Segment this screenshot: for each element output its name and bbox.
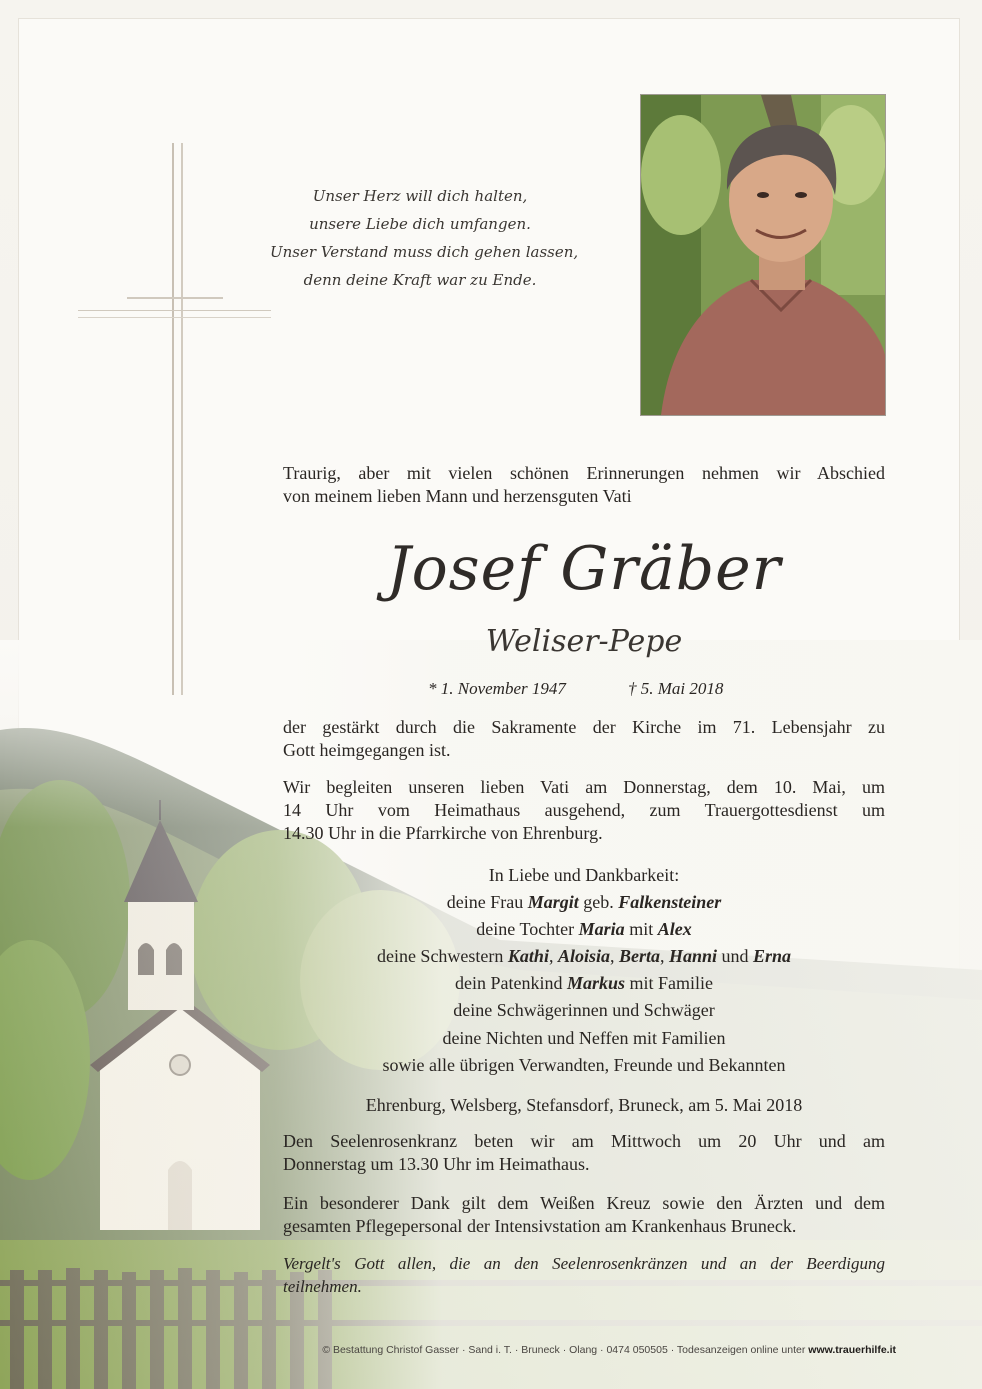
intro-line: Traurig, aber mit vielen schönen Erinnerungen nehmen wir Abschied (283, 463, 885, 483)
birth-date: * 1. November 1947 (428, 679, 566, 698)
mourners-heading: In Liebe und Dankbarkeit: (488, 865, 680, 885)
footer (0, 1344, 896, 1356)
poem-line: unsere Liebe dich umfangen. (309, 215, 531, 233)
intro-line: von meinem lieben Mann und herzensguten Vati (283, 486, 632, 506)
passing-line: der gestärkt durch die Sakramente der Kirche im 71. Lebensjahr zu (283, 717, 885, 737)
poem-line: Unser Verstand muss dich gehen lassen, (270, 243, 579, 261)
rosary-text (283, 1130, 885, 1176)
thanks-line: gesamten Pflegepersonal der Intensivstation am Krankenhaus Bruneck. (283, 1216, 797, 1236)
deceased-name: Josef Gräber (386, 534, 782, 604)
passing-line: Gott heimgegangen ist. (283, 740, 451, 760)
poem-line: denn deine Kraft war zu Ende. (303, 271, 537, 289)
mourner-relatives: sowie alle übrigen Verwandten, Freunde und Bekannten (382, 1054, 786, 1075)
mourner-daughter: deine Tochter Maria mit Alex (476, 919, 692, 940)
thanks-line: Ein besonderer Dank gilt dem Weißen Kreuz sowie den Ärzten und dem (283, 1193, 885, 1213)
rosary-line: Den Seelenrosenkranz beten wir am Mittwoch um 20 Uhr und am (283, 1131, 885, 1151)
mourner-wife: deine Frau Margit geb. Falkensteiner (446, 892, 722, 913)
footer-text: © Bestattung Christof Gasser · Sand i. T. · Bruneck · Olang · 0474 050505 · Todesanzeigen online unter (322, 1344, 809, 1356)
deceased-nickname: Weliser-Pepe (485, 624, 683, 659)
mourner-nieces: deine Nichten und Neffen mit Familien (442, 1027, 726, 1048)
funeral-line: 14 Uhr vom Heimathaus ausgehend, zum Trauergottesdienst um (283, 800, 885, 820)
blessing-text (283, 1252, 885, 1298)
portrait-photo (640, 94, 886, 416)
poem (270, 182, 579, 294)
poem-line: Unser Herz will dich halten, (312, 187, 528, 205)
mourners-list (283, 862, 885, 1079)
intro-text (283, 462, 885, 508)
mourner-godchild: dein Patenkind Markus mit Familie (454, 973, 713, 994)
blessing-line: Vergelt's Gott allen, die an den Seelenrosenkränzen und an der Beerdigung (283, 1254, 885, 1273)
funeral-line: 14.30 Uhr in die Pfarrkirche von Ehrenburg. (283, 823, 603, 843)
rosary-line: Donnerstag um 13.30 Uhr im Heimathaus. (283, 1154, 590, 1174)
footer-link[interactable]: www.trauerhilfe.it (808, 1344, 896, 1356)
funeral-line: Wir begleiten unseren lieben Vati am Donnerstag, dem 10. Mai, um (283, 777, 885, 797)
funeral-text (283, 776, 885, 845)
mourner-inlaws: deine Schwägerinnen und Schwäger (453, 1000, 715, 1021)
passing-text (283, 716, 885, 762)
blessing-line: teilnehmen. (283, 1277, 362, 1296)
place-date: Ehrenburg, Welsberg, Stefansdorf, Bruneck, am 5. Mai 2018 (365, 1095, 803, 1115)
thanks-text (283, 1192, 885, 1238)
death-date: † 5. Mai 2018 (628, 679, 724, 698)
mourner-sisters: deine Schwestern Kathi, Aloisia, Berta, Hanni und Erna (376, 946, 792, 967)
